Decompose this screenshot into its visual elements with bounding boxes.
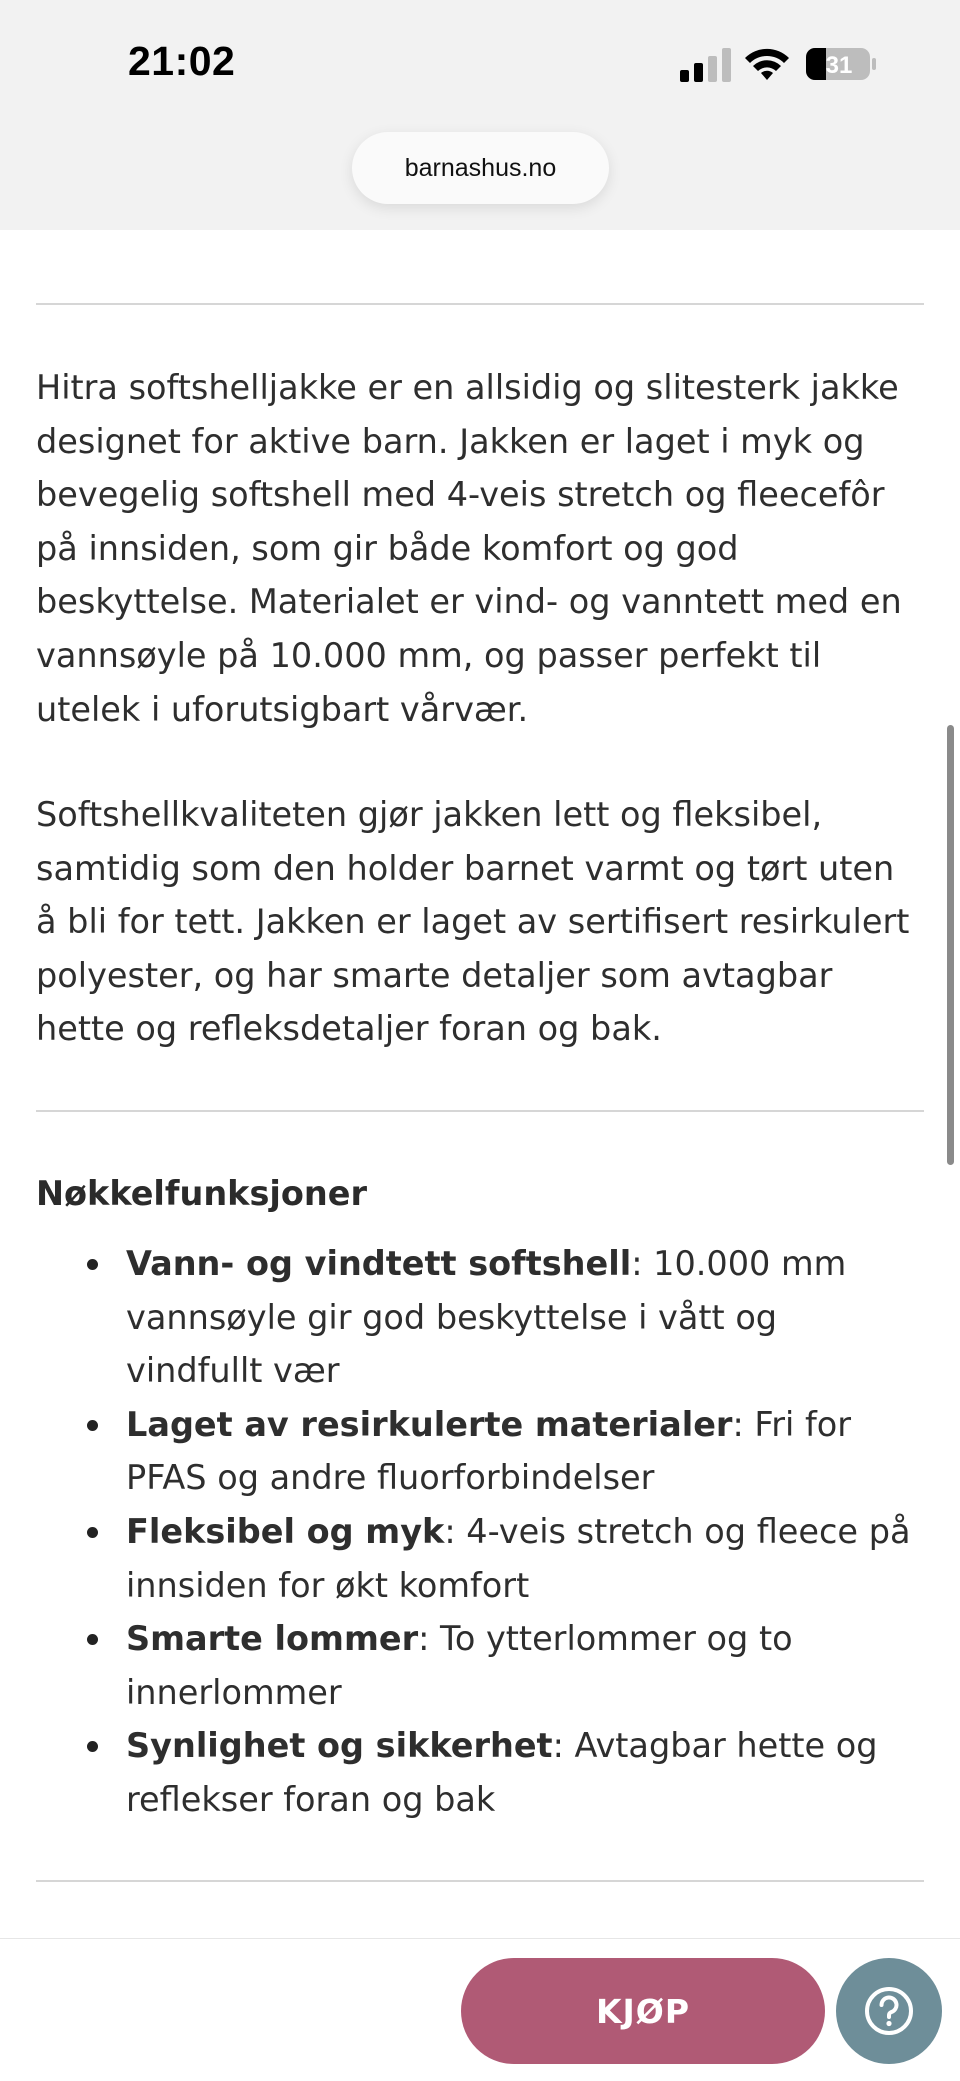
status-time: 21:02 xyxy=(128,38,236,84)
feature-name: Smarte lommer xyxy=(126,1619,419,1659)
feature-description: : 4-veis stretch og fleece på innsiden for økt komfort xyxy=(126,1511,911,1605)
battery-level: 31 xyxy=(825,52,853,79)
feature-description: : 10.000 mm vannsøyle gir god beskyttelse i vått og vindfullt vær xyxy=(126,1244,847,1391)
cellular-signal-icon xyxy=(680,48,732,82)
feature-description: : Fri for PFAS og andre fluorforbindelser xyxy=(126,1404,852,1498)
buy-button[interactable]: KJØP xyxy=(461,1958,825,2064)
features-title: Nøkkelfunksjoner xyxy=(36,1174,367,1213)
divider xyxy=(36,303,924,305)
description-paragraph-2: Softshellkvaliteten gjør jakken lett og fleksibel, samtidig som den holder barnet varmt og tørt uten å bli for tett. Jakken er laget av sertifisert resirkulert polyester, og har smarte detaljer som avtagbar hette og refleksdetaljer foran og bak. xyxy=(36,795,910,1049)
list-item xyxy=(36,1719,924,1826)
help-button[interactable] xyxy=(836,1958,942,2064)
list-item xyxy=(36,1612,924,1719)
divider xyxy=(36,1880,924,1882)
feature-name: Fleksibel og myk xyxy=(126,1511,445,1551)
description-paragraph-1: Hitra softshelljakke er en allsidig og slitesterk jakke designet for aktive barn. Jakken er laget i myk og bevegelig softshell med 4-veis stretch og fleecefôr på innsiden, som gir både komfort og god beskyttelse. Materialet er vind- og vanntett med en vannsøyle på 10.000 mm, og passer perfekt til utelek i uforutsigbart vårvær. xyxy=(36,368,902,729)
divider xyxy=(36,1110,924,1112)
list-item xyxy=(36,1398,924,1505)
url-text: barnashus.no xyxy=(404,153,557,182)
list-item xyxy=(36,1505,924,1612)
wifi-icon xyxy=(743,44,791,84)
feature-name: Synlighet og sikkerhet xyxy=(126,1726,553,1766)
status-bar xyxy=(0,0,960,230)
list-item xyxy=(36,1237,924,1398)
feature-name: Laget av resirkulerte materialer xyxy=(126,1404,733,1444)
features-list xyxy=(36,1237,924,1827)
question-circle-icon xyxy=(863,1985,915,2037)
feature-description: : Avtagbar hette og reflekser foran og bak xyxy=(126,1726,878,1819)
address-bar[interactable] xyxy=(352,132,609,204)
feature-name: Vann- og vindtett softshell xyxy=(126,1244,632,1283)
feature-description: : To ytterlommer og to innerlommer xyxy=(126,1619,793,1712)
scrollbar[interactable] xyxy=(947,725,954,1165)
battery-icon xyxy=(806,46,878,82)
